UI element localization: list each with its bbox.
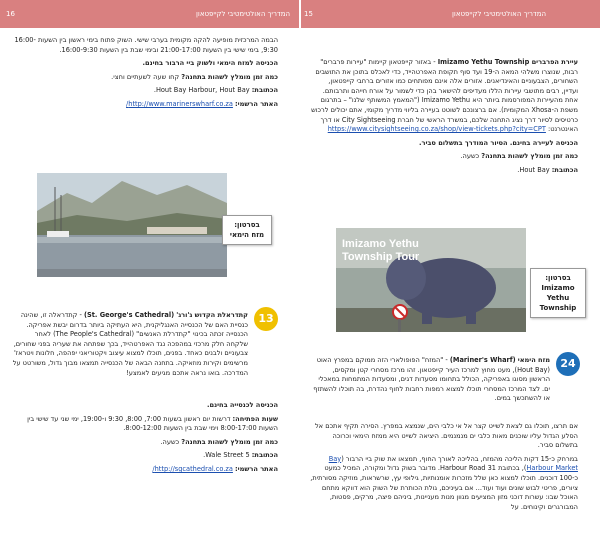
- township-badge-title-1: Imizamo Yethu: [541, 284, 575, 302]
- overlay-line-2: Township Tour: [342, 251, 420, 263]
- market-hours-text: הבמה המרכזית מופיעה להקה מקומית בערבי שישי. השוק פתוח בימי ראשון בין השעות 16:00-9:30, בימי שישי בין השעות 21:00-17:00 ובימי שבת בין השעות 16:00-9:30.: [14, 36, 278, 54]
- harbour-photo: [37, 173, 227, 277]
- township-section: [310, 58, 578, 180]
- township-address-value: Hout Bay.: [517, 165, 550, 174]
- hours-label: שעות הפתיחה:: [232, 414, 278, 423]
- tickets-link[interactable]: https://www.citysightseeing.co.za/shop/view-tickets.php?city=CPT: [327, 125, 546, 134]
- address-label-2: הכתובת:: [251, 451, 278, 460]
- left-page-top-text: [12, 36, 278, 114]
- hours-value: דרשות יום ראשון בשעות 7:00, 8:00, 9:30 ו-19:00, ימי שני עד שישי בין השעות 8:00-17:00 וימי שבת בין השעות 8:00-12:00.: [27, 414, 278, 433]
- stop-number-badge: 13: [254, 307, 278, 331]
- entrance-note-2: הכניסה לכנסייה בחינם.: [207, 401, 278, 409]
- video-badge-wharf[interactable]: [222, 215, 272, 245]
- wharf-title-hebrew: מזח הימאי: [517, 356, 550, 364]
- entrance-note: הכניסה למזח הימאי ולשוק ביי הרבור בחינם.: [142, 59, 278, 68]
- video-badge-township[interactable]: [530, 268, 586, 318]
- left-page-running-title: המדריך האולטימטיבי לקייפטאון: [196, 10, 291, 18]
- wharf-section-intro: [310, 356, 550, 408]
- stop-body: - קתדראלה זו, שהינה כנסיית האם של הכנסייה האנגליקנית, היא העתיקה ביותר בדרום יבשת אפריקה. הכנסייה זכתה בכינוי "קתדרלת האנשים" (The People's Cathedral) לאחר שלקחה חלק מרכזי במהפכה נגד האפרטהייד, בכך שפתחה את שעריה בפני שחורים, צבעוניים ולבנים כאחד. בפנים, תוכלו למצוא עיצוב ויקטוריאני יפהפה, חלונות ויטראז' מרשימים וקירות מוזאיקה. בתחנה הבאה של הכנסייה תמצאו מבוך גדול, משורטט על המדרכה. בואו נראה אתכם מגיעים לאמצע!: [12, 311, 248, 377]
- wharf-body-2: אם תרצו, תוכלו גם לצאת לשייט קצר אל אי כלבי הים, שנמצא במפרץ. הסירה תקיף אתכם אל הסלע הגדול עליו שוכנים מאות כלבי ים מנמנמים. היציאה לשייט היא ממזח הימאי וכרוכה בתשלום סביר.: [314, 422, 578, 450]
- time-question-2: כמה זמן מומלץ לשהות בתחנה?: [181, 437, 278, 446]
- photo-overlay-title: [342, 238, 419, 264]
- page-gutter: [299, 0, 301, 28]
- time-question: כמה זמן מומלץ לשהות בתחנה?: [181, 72, 278, 81]
- wharf-body: - "המזח" הפופולארי הזה ממוקם במפרץ האוט (Hout Bay), מעט מחוץ למרכז העיר קייפטאון. זהו מרכז מסחרי קטן ומקסים, הראשון מסוגו באפריקה, הכולל בתחומו מסעדות דגים, ומסעדות המתמחות במאכלי ים. לצד המרכז המסחרי תוכלו למצוא רמפות רחבות לחוף נהדרת, בה תוכלו להשתזף או להשתכשך במים.: [313, 356, 550, 403]
- township-time-question: כמה זמן מומלץ לשהות בתחנה?: [481, 152, 578, 161]
- township-body: - באזור קייפטאון קיימות "עיירות פרברים" רבות, שנוצרו משלהי המאה ה-19 ועד סוף תקופת האפרטהייד, כדי לאכלס בתוכן את התושבים השחורים, הצבעוניים והאינדיאנים. אזורים אלה אינם מפותחים כמו אזורים ברחבי קייפטאון, ועדיין, רבים מתושבי עיירות הללו מעדיפים להישאר בהן כדי לשמור על אורח חייהם ותרבותם. אחת מהעיירות המפורסמות ביותר היא Imizamo Yethu ("המאמץ המשותף שלנו" – בתרגום משפת ה-Xhosa המקומית). אם ברצונכם לשוטט בעיירה בליווי מדריך מקומי, אתם יכולים לרכוש כרטיסים לסיור דרך נציג התחנה שלכם, במשרד הראשי של חברת City Sightseeing או דרך האינטרנט:: [311, 58, 578, 134]
- time-answer-2: כשעה.: [160, 437, 180, 446]
- address-value: Hout Bay Harbour, Hout Bay.: [153, 86, 250, 95]
- address-label: הכתובת:: [251, 86, 278, 95]
- township-badge-title-2: Township: [539, 304, 577, 312]
- site-label-2: האתר הרשמי:: [235, 464, 278, 473]
- right-page-running-title: המדריך האולטימטיבי לקייפטאון: [452, 10, 547, 18]
- left-page: [12, 30, 290, 530]
- cathedral-section-intro: [12, 311, 248, 382]
- address-value-2: 5 Wale Street.: [203, 451, 250, 460]
- site-label: האתר הרשמי:: [235, 99, 278, 108]
- page-header-bar: [0, 0, 600, 28]
- official-site-link[interactable]: http://www.marinerswharf.co.za/: [126, 99, 233, 108]
- stop-title-english: (St. George's Cathedral): [83, 311, 175, 319]
- stop-title-hebrew: קתדראלת הקדוש ג'ורג': [176, 311, 248, 319]
- right-page-number: 15: [304, 10, 313, 18]
- township-time-answer: כשעה.: [460, 152, 480, 161]
- badge-title: מזח הימאי: [229, 231, 265, 239]
- township-address-label: הכתובת:: [551, 165, 578, 174]
- stop-number-badge-24: 24: [556, 352, 580, 376]
- time-answer: קחו שעה לשעתיים וחצי.: [111, 72, 180, 81]
- wharf-body-3-post: ), בכתובת 31 Harbour Road. מדובר בשוק גדול ומקורה, המכיל כמעט כ-100 דוכנים. תוכלו למצוא כאן שלל מזכרות אומנותיות, גילופי עץ, שרשראות, מוזיקה מסורתית, ציורים, פריטי לבוש שונים ועוד ועוד... אם בעיניכם, גולת הכותרת של השוק הוא דווקא מתחם האוכל שבו: עשרות דוכני מזון המציעים מגוון מנות מעניינות, ביניהם פיצה, מרקים, פסטות, המבורגרים וקינוחים. על: [310, 464, 578, 511]
- overlay-line-1: Imizamo Yethu: [342, 238, 419, 250]
- left-page-number: 16: [6, 10, 15, 18]
- wharf-details: [310, 422, 578, 516]
- township-badge-caption: בסרטון:: [545, 274, 571, 282]
- township-entrance-note: הכניסה לעיירה בחינם. הסיור המודרך בתשלום סביר.: [418, 138, 578, 147]
- wharf-title-english: (Mariner's Wharf): [449, 356, 516, 364]
- right-page: [310, 30, 588, 530]
- official-site-link-2[interactable]: http://sgcathedral.co.za/: [152, 464, 233, 473]
- township-title: עיירת הפרברים Imizamo Yethu Township: [437, 58, 578, 66]
- bay-harbour-market-link[interactable]: Bay Harbour Market: [328, 454, 578, 473]
- township-photo: [336, 228, 526, 332]
- wharf-body-3-pre: במרחק כ-15 דקות הליכה מהמזח, בהליכה לאורך החוף, תמצאו את שוק ביי הרבור (: [341, 454, 578, 463]
- badge-caption: בסרטון:: [234, 221, 260, 229]
- cathedral-details: [12, 401, 278, 479]
